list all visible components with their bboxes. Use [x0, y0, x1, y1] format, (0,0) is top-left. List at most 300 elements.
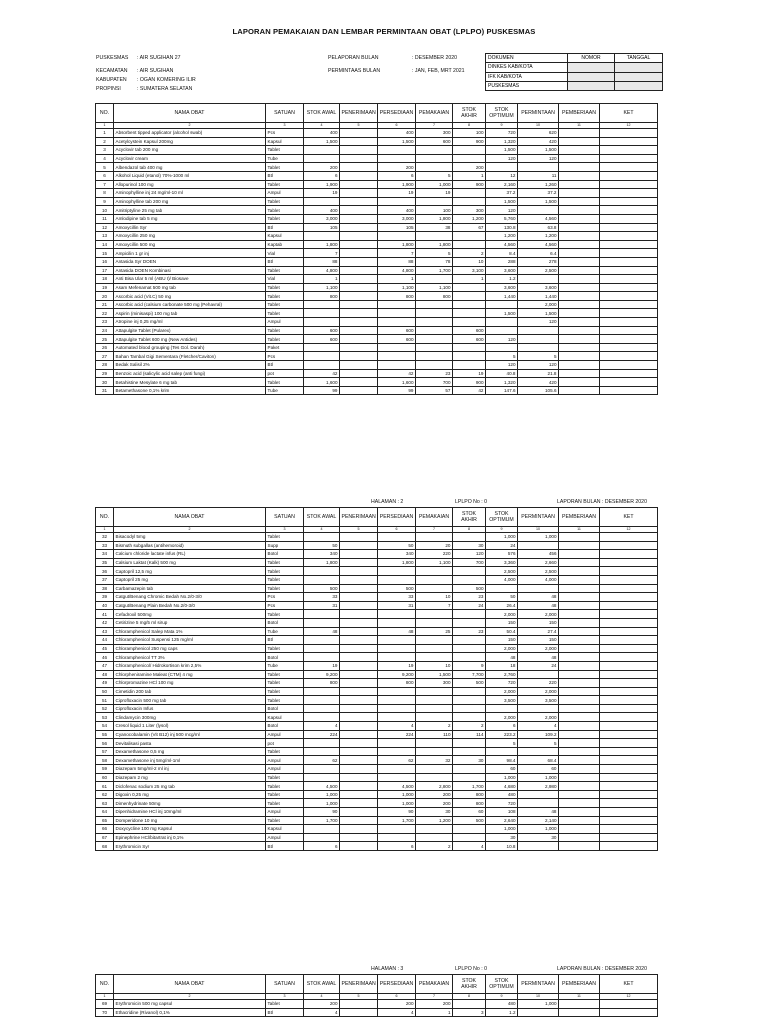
- col-ket-cell: [600, 756, 658, 765]
- col-pemberiaan-cell: [559, 146, 600, 155]
- col-permintaan-cell: 4,560: [518, 214, 559, 223]
- table-row: [96, 352, 658, 361]
- col-pemberiaan-cell: [559, 799, 600, 808]
- col-stok-optimum-cell: 4,000: [486, 575, 518, 584]
- col-stok-awal-header: STOK AWAL: [304, 975, 340, 994]
- col-satuan-cell: Tablet: [266, 790, 304, 799]
- col-no-cell: 49: [96, 679, 114, 688]
- table-row: [96, 842, 658, 851]
- col-satuan-cell: Tablet: [266, 326, 304, 335]
- col-persediaan-cell: 19: [378, 661, 416, 670]
- col-stok-akhir-cell: 2: [453, 722, 486, 731]
- table-row: [96, 154, 658, 163]
- col-no-cell: 66: [96, 825, 114, 834]
- col-permintaan-cell: 48: [518, 601, 559, 610]
- col-stok-awal-cell: 3,000: [304, 214, 340, 223]
- col-persediaan-cell: 105: [378, 223, 416, 232]
- doc-head-tanggal: TANGGAL: [615, 54, 663, 63]
- col-penerimaan-cell: [340, 249, 378, 258]
- col-pemberiaan-cell: [559, 825, 600, 834]
- col-penerimaan-cell: [340, 747, 378, 756]
- col-stok-akhir-header: STOK AKHIR: [453, 104, 486, 123]
- col-stok-awal-cell: 200: [304, 163, 340, 172]
- col-stok-akhir-cell: [453, 747, 486, 756]
- col-permintaan-index: 10: [518, 527, 559, 533]
- col-no-cell: 30: [96, 378, 114, 387]
- col-nama-obat-cell: Cetirizine 5 mg/5 ml sirup: [114, 618, 266, 627]
- col-no-cell: 28: [96, 361, 114, 370]
- col-pemakaian-cell: [416, 352, 453, 361]
- col-ket-cell: [600, 146, 658, 155]
- col-persediaan-cell: 800: [378, 679, 416, 688]
- col-penerimaan-header: PENERIMAAN: [340, 508, 378, 527]
- col-stok-akhir-cell: 10: [453, 257, 486, 266]
- col-no-header: NO.: [96, 508, 114, 527]
- col-pemberiaan-cell: [559, 670, 600, 679]
- col-stok-optimum-cell: 24: [486, 541, 518, 550]
- col-stok-optimum-cell: 2,000: [486, 687, 518, 696]
- col-no-cell: 37: [96, 575, 114, 584]
- col-pemberiaan-cell: [559, 129, 600, 138]
- col-stok-optimum-cell: [486, 300, 518, 309]
- col-pemberiaan-header: PEMBERIAAN: [559, 508, 600, 527]
- doc-head-dokumen: DOKUMEN: [486, 54, 568, 63]
- table-row: [96, 618, 658, 627]
- col-nama-obat-cell: Antasida Syr DOEN: [114, 257, 266, 266]
- col-penerimaan-cell: [340, 730, 378, 739]
- col-no-cell: 64: [96, 808, 114, 817]
- table-row: [96, 378, 658, 387]
- doc-nomor-cell: [568, 81, 615, 90]
- col-pemberiaan-cell: [559, 618, 600, 627]
- col-stok-optimum-cell: [486, 704, 518, 713]
- col-satuan-cell: pot: [266, 739, 304, 748]
- col-satuan-cell: Tablet: [266, 1000, 304, 1009]
- col-pemberiaan-cell: [559, 275, 600, 284]
- col-satuan-cell: Pcs: [266, 593, 304, 602]
- col-stok-akhir-cell: [453, 292, 486, 301]
- col-no-cell: 58: [96, 756, 114, 765]
- col-stok-optimum-cell: 1,500: [486, 309, 518, 318]
- col-stok-akhir-cell: 30: [453, 756, 486, 765]
- col-penerimaan-cell: [340, 1008, 378, 1017]
- col-pemberiaan-cell: [559, 610, 600, 619]
- col-stok-awal-cell: 1,100: [304, 283, 340, 292]
- col-permintaan-cell: 3,500: [518, 696, 559, 705]
- col-stok-awal-cell: [304, 833, 340, 842]
- col-stok-optimum-cell: [486, 318, 518, 327]
- col-stok-optimum-cell: 720: [486, 799, 518, 808]
- col-stok-optimum-cell: 12: [486, 171, 518, 180]
- col-persediaan-cell: [378, 833, 416, 842]
- table-row: [96, 773, 658, 782]
- col-pemakaian-cell: 1,700: [416, 266, 453, 275]
- col-satuan-cell: Botol: [266, 722, 304, 731]
- col-no-cell: 29: [96, 369, 114, 378]
- table-row: [96, 275, 658, 284]
- col-persediaan-cell: 4: [378, 1008, 416, 1017]
- col-stok-akhir-cell: 23: [453, 627, 486, 636]
- col-penerimaan-cell: [340, 541, 378, 550]
- col-ket-cell: [600, 790, 658, 799]
- col-no-cell: 22: [96, 309, 114, 318]
- col-penerimaan-cell: [340, 335, 378, 344]
- drug-table-page-3: [95, 974, 658, 1017]
- col-permintaan-cell: [518, 670, 559, 679]
- col-ket-index: 12: [600, 527, 658, 533]
- doc-row-ifk: IFK KAB/KOTA: [486, 72, 568, 81]
- drug-table-page-2: [95, 507, 658, 851]
- header-label-pelaporan: PELAPORAN BULAN: [328, 55, 379, 61]
- col-permintaan-cell: 2,000: [518, 713, 559, 722]
- col-no-cell: 65: [96, 816, 114, 825]
- col-satuan-cell: Kapsul: [266, 825, 304, 834]
- document-table: [485, 53, 663, 91]
- col-ket-cell: [600, 232, 658, 241]
- col-persediaan-cell: 3,000: [378, 214, 416, 223]
- col-stok-awal-index: 4: [304, 527, 340, 533]
- table-row: [96, 257, 658, 266]
- col-no-cell: 18: [96, 275, 114, 284]
- col-satuan-cell: Vial: [266, 275, 304, 284]
- col-stok-awal-cell: [304, 309, 340, 318]
- col-pemakaian-cell: [416, 739, 453, 748]
- col-stok-optimum-cell: 1,000: [486, 533, 518, 542]
- col-nama-obat-cell: Doxycycline 100 mg Kapsul: [114, 825, 266, 834]
- col-pemakaian-cell: [416, 765, 453, 774]
- col-pemakaian-cell: [416, 575, 453, 584]
- col-persediaan-cell: 600: [378, 335, 416, 344]
- col-penerimaan-cell: [340, 283, 378, 292]
- col-nama-obat-cell: Amitriptyline 25 mg tab: [114, 206, 266, 215]
- col-stok-akhir-cell: 2: [453, 249, 486, 258]
- col-stok-optimum-cell: 4,560: [486, 240, 518, 249]
- col-stok-akhir-cell: 9: [453, 661, 486, 670]
- table-header-row: [96, 508, 658, 527]
- col-permintaan-cell: 48: [518, 653, 559, 662]
- col-stok-akhir-cell: 60: [453, 808, 486, 817]
- col-permintaan-cell: 2,000: [518, 687, 559, 696]
- col-pemakaian-cell: 78: [416, 257, 453, 266]
- col-penerimaan-cell: [340, 739, 378, 748]
- col-persediaan-cell: [378, 773, 416, 782]
- col-ket-cell: [600, 214, 658, 223]
- col-pemberiaan-cell: [559, 1000, 600, 1009]
- col-satuan-cell: Ampul: [266, 318, 304, 327]
- col-penerimaan-cell: [340, 644, 378, 653]
- header-value-permintaan: : JAN, FEB, MRT 2021: [412, 68, 465, 74]
- col-pemakaian-cell: 10: [416, 593, 453, 602]
- col-no-cell: 9: [96, 197, 114, 206]
- col-pemakaian-header: PEMAKAIAN: [416, 508, 453, 527]
- col-persediaan-cell: 200: [378, 1000, 416, 1009]
- col-stok-awal-cell: 1,000: [304, 790, 340, 799]
- col-permintaan-cell: 1,500: [518, 309, 559, 318]
- col-stok-awal-cell: [304, 713, 340, 722]
- col-pemberiaan-cell: [559, 171, 600, 180]
- col-persediaan-cell: 1,900: [378, 180, 416, 189]
- col-stok-akhir-cell: 1: [453, 171, 486, 180]
- col-nama-obat-cell: Catgut/Benang Plain Bedah No.2/0-3/0: [114, 601, 266, 610]
- col-satuan-cell: Tablet: [266, 679, 304, 688]
- col-satuan-cell: Btl: [266, 636, 304, 645]
- col-pemakaian-cell: 1,800: [416, 214, 453, 223]
- table-row: [96, 558, 658, 567]
- col-no-cell: 23: [96, 318, 114, 327]
- col-persediaan-cell: 1: [378, 275, 416, 284]
- col-satuan-cell: Tablet: [266, 283, 304, 292]
- col-permintaan-cell: 1,500: [518, 197, 559, 206]
- col-pemberiaan-cell: [559, 558, 600, 567]
- col-satuan-cell: Tablet: [266, 799, 304, 808]
- col-satuan-cell: Tube: [266, 661, 304, 670]
- col-persediaan-cell: [378, 610, 416, 619]
- col-stok-optimum-cell: 720: [486, 129, 518, 138]
- col-permintaan-cell: 456: [518, 550, 559, 559]
- col-pemberiaan-cell: [559, 833, 600, 842]
- col-no-cell: 43: [96, 627, 114, 636]
- col-pemberiaan-cell: [559, 550, 600, 559]
- col-stok-awal-cell: [304, 825, 340, 834]
- col-stok-awal-cell: 90: [304, 808, 340, 817]
- col-penerimaan-cell: [340, 257, 378, 266]
- col-stok-awal-cell: 62: [304, 756, 340, 765]
- col-pemakaian-cell: 1,100: [416, 558, 453, 567]
- col-penerimaan-cell: [340, 773, 378, 782]
- col-persediaan-cell: 1,800: [378, 558, 416, 567]
- col-persediaan-cell: 99: [378, 386, 416, 395]
- col-nama-obat-cell: Cyanocobalamin (Vit B12) inj 500 mcg/ml: [114, 730, 266, 739]
- col-nama-obat-cell: Bedak Salisil 2%: [114, 361, 266, 370]
- col-ket-cell: [600, 223, 658, 232]
- col-permintaan-cell: 2,500: [518, 567, 559, 576]
- col-stok-optimum-cell: 98.4: [486, 756, 518, 765]
- col-persediaan-cell: 9,200: [378, 670, 416, 679]
- col-stok-awal-cell: [304, 704, 340, 713]
- col-permintaan-cell: 4: [518, 722, 559, 731]
- col-ket-cell: [600, 782, 658, 791]
- col-nama-obat-cell: Captopril 25 mg: [114, 575, 266, 584]
- table-row: [96, 266, 658, 275]
- col-no-cell: 13: [96, 232, 114, 241]
- col-stok-optimum-cell: 50.4: [486, 627, 518, 636]
- col-ket-cell: [600, 197, 658, 206]
- col-stok-awal-cell: 400: [304, 129, 340, 138]
- col-no-cell: 2: [96, 137, 114, 146]
- col-penerimaan-cell: [340, 550, 378, 559]
- table-row: [96, 636, 658, 645]
- col-ket-cell: [600, 129, 658, 138]
- col-penerimaan-cell: [340, 266, 378, 275]
- col-stok-akhir-cell: 800: [453, 790, 486, 799]
- col-persediaan-cell: [378, 232, 416, 241]
- table-row: [96, 593, 658, 602]
- col-stok-akhir-cell: [453, 653, 486, 662]
- col-persediaan-cell: 500: [378, 584, 416, 593]
- table-row: [96, 747, 658, 756]
- col-persediaan-cell: [378, 618, 416, 627]
- col-penerimaan-cell: [340, 309, 378, 318]
- col-pemakaian-cell: 1,100: [416, 283, 453, 292]
- col-permintaan-cell: 120: [518, 318, 559, 327]
- col-permintaan-cell: 2,000: [518, 644, 559, 653]
- col-ket-cell: [600, 275, 658, 284]
- col-no-cell: 70: [96, 1008, 114, 1017]
- col-stok-akhir-index: 8: [453, 994, 486, 1000]
- col-pemakaian-cell: 200: [416, 799, 453, 808]
- col-pemakaian-cell: 20: [416, 541, 453, 550]
- page-3-halaman: HALAMAN : 3: [371, 966, 404, 972]
- col-satuan-cell: Supp: [266, 541, 304, 550]
- table-row: [96, 386, 658, 395]
- col-stok-optimum-cell: 1,320: [486, 378, 518, 387]
- col-persediaan-cell: 4,500: [378, 782, 416, 791]
- col-persediaan-cell: [378, 361, 416, 370]
- col-stok-optimum-cell: 480: [486, 1000, 518, 1009]
- col-satuan-cell: Tablet: [266, 292, 304, 301]
- col-nama-obat-cell: Amoxycillin 500 mg: [114, 240, 266, 249]
- col-pemberiaan-cell: [559, 309, 600, 318]
- col-satuan-cell: Tablet: [266, 782, 304, 791]
- col-pemakaian-cell: 1,200: [416, 816, 453, 825]
- col-stok-akhir-cell: [453, 309, 486, 318]
- col-ket-cell: [600, 240, 658, 249]
- col-permintaan-cell: 1,000: [518, 1000, 559, 1009]
- table-row: [96, 163, 658, 172]
- col-pemberiaan-cell: [559, 842, 600, 851]
- col-no-cell: 21: [96, 300, 114, 309]
- col-nama-obat-cell: Attapulgite Tablet 600 mg (New Antides): [114, 335, 266, 344]
- table-row: [96, 137, 658, 146]
- col-stok-akhir-cell: [453, 618, 486, 627]
- col-satuan-cell: Tablet: [266, 670, 304, 679]
- table-row: [96, 146, 658, 155]
- col-ket-cell: [600, 627, 658, 636]
- table-row: [96, 232, 658, 241]
- table-row: [96, 713, 658, 722]
- col-stok-optimum-cell: [486, 343, 518, 352]
- col-permintaan-cell: [518, 206, 559, 215]
- col-pemakaian-cell: [416, 618, 453, 627]
- col-satuan-cell: Pcs: [266, 129, 304, 138]
- col-ket-cell: [600, 361, 658, 370]
- col-stok-akhir-cell: 100: [453, 129, 486, 138]
- col-persediaan-cell: 400: [378, 206, 416, 215]
- col-nama-obat-cell: Ciprofloxacin Infus: [114, 704, 266, 713]
- col-permintaan-index: 10: [518, 123, 559, 129]
- col-pemberiaan-cell: [559, 223, 600, 232]
- col-stok-akhir-cell: [453, 189, 486, 198]
- col-persediaan-index: 6: [378, 123, 416, 129]
- table-row: [96, 670, 658, 679]
- col-permintaan-cell: 2,000: [518, 610, 559, 619]
- page-2-lplpo: LPLPO No : 0: [455, 499, 488, 505]
- col-pemberiaan-cell: [559, 326, 600, 335]
- col-persediaan-cell: [378, 644, 416, 653]
- col-no-cell: 46: [96, 653, 114, 662]
- table-row: [96, 343, 658, 352]
- col-no-cell: 4: [96, 154, 114, 163]
- col-stok-akhir-cell: [453, 575, 486, 584]
- col-persediaan-cell: 400: [378, 129, 416, 138]
- table-row: [96, 550, 658, 559]
- header-value-kabupaten: : OGAN KOMERING ILIR: [137, 77, 196, 83]
- col-permintaan-cell: 3,600: [518, 283, 559, 292]
- col-persediaan-cell: [378, 352, 416, 361]
- col-stok-optimum-cell: 108: [486, 808, 518, 817]
- doc-row-puskesmas: PUSKESMAS: [486, 81, 568, 90]
- col-penerimaan-cell: [340, 782, 378, 791]
- col-persediaan-cell: 62: [378, 756, 416, 765]
- col-stok-optimum-cell: [486, 584, 518, 593]
- table-row: [96, 240, 658, 249]
- col-persediaan-cell: 88: [378, 257, 416, 266]
- col-stok-awal-cell: [304, 575, 340, 584]
- col-permintaan-cell: 1,000: [518, 825, 559, 834]
- col-nama-obat-cell: Carbamazepin tab: [114, 584, 266, 593]
- table-row: [96, 567, 658, 576]
- col-penerimaan-cell: [340, 670, 378, 679]
- col-satuan-cell: Tablet: [266, 644, 304, 653]
- col-stok-awal-cell: 7: [304, 249, 340, 258]
- col-no-cell: 1: [96, 129, 114, 138]
- col-satuan-header: SATUAN: [266, 975, 304, 994]
- col-permintaan-cell: [518, 343, 559, 352]
- col-nama-obat-cell: Chloramphenicol TT 3%: [114, 653, 266, 662]
- col-pemberiaan-cell: [559, 335, 600, 344]
- table-row: [96, 309, 658, 318]
- col-nama-obat-cell: Clindamycin 300mg: [114, 713, 266, 722]
- col-pemberiaan-index: 11: [559, 527, 600, 533]
- col-penerimaan-cell: [340, 326, 378, 335]
- col-permintaan-cell: 60: [518, 765, 559, 774]
- col-penerimaan-cell: [340, 722, 378, 731]
- col-stok-awal-index: 4: [304, 123, 340, 129]
- col-stok-akhir-cell: [453, 300, 486, 309]
- col-permintaan-cell: 48: [518, 593, 559, 602]
- col-stok-optimum-cell: 120: [486, 335, 518, 344]
- col-permintaan-cell: 2,500: [518, 266, 559, 275]
- col-stok-awal-cell: [304, 300, 340, 309]
- col-penerimaan-cell: [340, 343, 378, 352]
- col-pemberiaan-cell: [559, 206, 600, 215]
- col-pemakaian-cell: 100: [416, 206, 453, 215]
- header-label-puskesmas: PUSKESMAS: [96, 55, 129, 61]
- col-stok-optimum-cell: 2,760: [486, 670, 518, 679]
- col-stok-awal-cell: 224: [304, 730, 340, 739]
- col-stok-awal-cell: [304, 361, 340, 370]
- table-row: [96, 816, 658, 825]
- col-stok-akhir-cell: 900: [453, 180, 486, 189]
- col-satuan-cell: Vial: [266, 249, 304, 258]
- col-nama-obat-cell: Chloramphenicol 250 mg caps: [114, 644, 266, 653]
- col-penerimaan-cell: [340, 558, 378, 567]
- table-row: [96, 722, 658, 731]
- col-no-cell: 59: [96, 765, 114, 774]
- col-ket-cell: [600, 661, 658, 670]
- col-ket-cell: [600, 369, 658, 378]
- table-row: [96, 1000, 658, 1009]
- table-row: [96, 318, 658, 327]
- col-pemakaian-cell: 200: [416, 790, 453, 799]
- col-no-cell: 15: [96, 249, 114, 258]
- col-stok-optimum-cell: 4,680: [486, 782, 518, 791]
- col-pemakaian-cell: [416, 704, 453, 713]
- col-nama-obat-cell: Dexamethasone 0,5 mg: [114, 747, 266, 756]
- col-ket-cell: [600, 808, 658, 817]
- col-no-cell: 19: [96, 283, 114, 292]
- col-permintaan-cell: 2,980: [518, 782, 559, 791]
